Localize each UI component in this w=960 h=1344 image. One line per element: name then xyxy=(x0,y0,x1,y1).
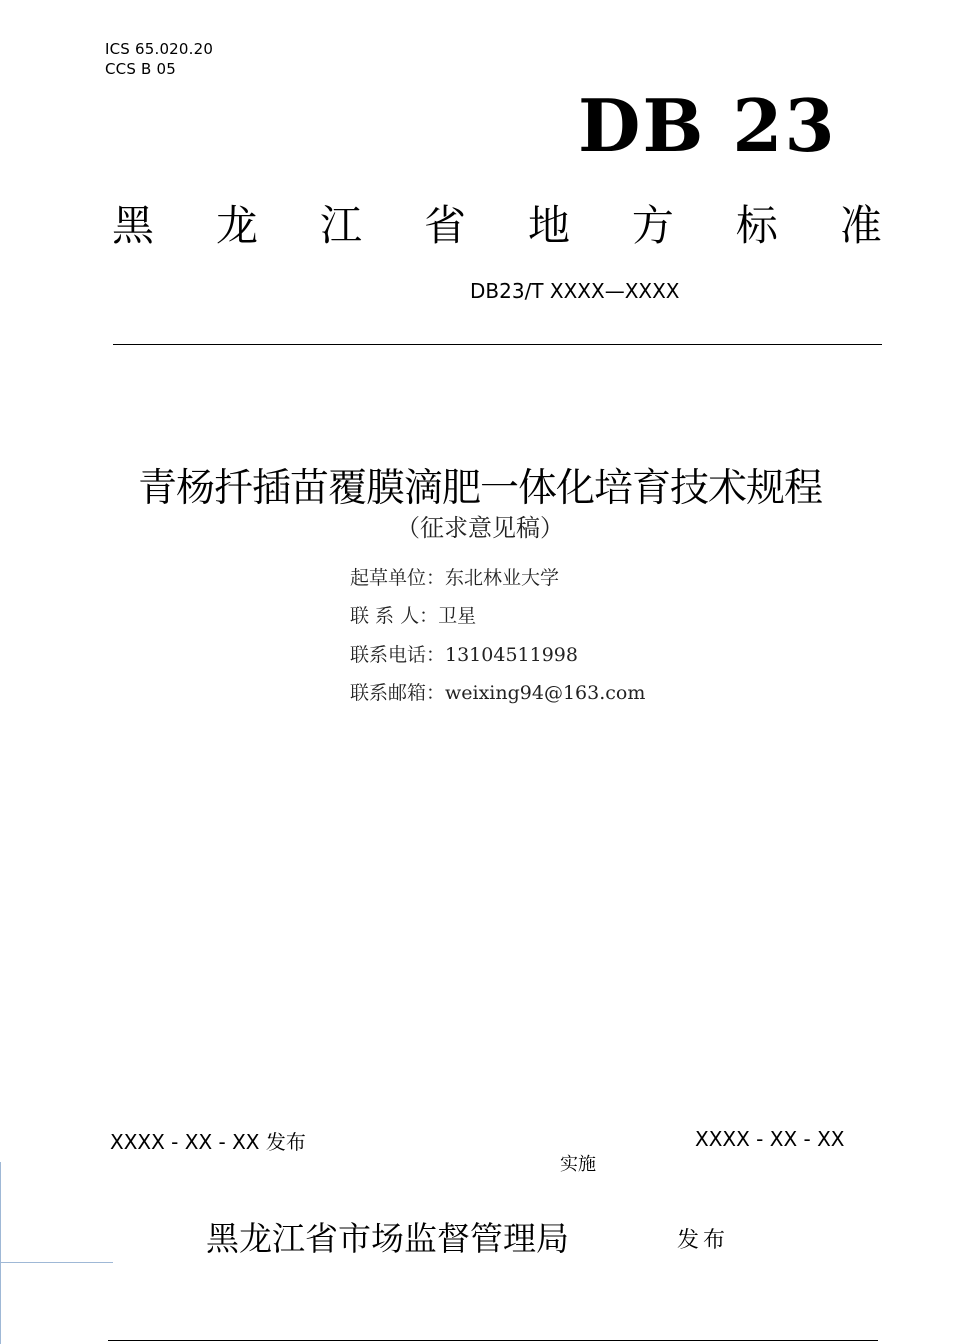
standard-type-char: 黑 xyxy=(112,201,155,250)
contact-email: 联系邮箱：weixing94@163.com xyxy=(350,682,646,704)
draft-note: （征求意见稿） xyxy=(396,514,564,542)
implement-date: XXXX - XX - XX xyxy=(695,1127,845,1151)
contact-phone: 联系电话：13104511998 xyxy=(350,644,578,666)
standard-type-heading xyxy=(112,200,882,252)
standard-type-char: 龙 xyxy=(215,201,258,250)
contact-person: 联 系 人：卫星 xyxy=(350,605,477,627)
bottom-divider xyxy=(108,1340,878,1341)
issuer-name: 黑龙江省市场监督管理局 xyxy=(206,1219,569,1258)
margin-guide-vertical xyxy=(0,1162,1,1344)
contact-org: 起草单位：东北林业大学 xyxy=(350,567,560,589)
standard-type-char: 省 xyxy=(423,201,466,250)
top-divider xyxy=(113,344,882,345)
ics-code: ICS 65.020.20 xyxy=(105,40,214,58)
standard-type-char: 地 xyxy=(527,201,570,250)
standard-type-char: 方 xyxy=(631,201,674,250)
issue-date: XXXX - XX - XX 发布 xyxy=(110,1130,306,1154)
document-title: 青杨扦插苗覆膜滴肥一体化培育技术规程 xyxy=(137,466,822,511)
db-code-logo: DB 23 xyxy=(578,83,837,168)
ccs-code: CCS B 05 xyxy=(105,60,176,78)
implement-label: 实施 xyxy=(560,1154,596,1175)
standard-type-char: 标 xyxy=(735,201,778,250)
standard-type-char: 江 xyxy=(319,201,362,250)
standard-type-char: 准 xyxy=(839,201,882,250)
standard-number: DB23/T XXXX—XXXX xyxy=(470,279,680,303)
margin-guide-horizontal xyxy=(0,1262,113,1263)
implement-label-clip xyxy=(560,1150,620,1175)
issuer-suffix: 发布 xyxy=(677,1228,730,1253)
